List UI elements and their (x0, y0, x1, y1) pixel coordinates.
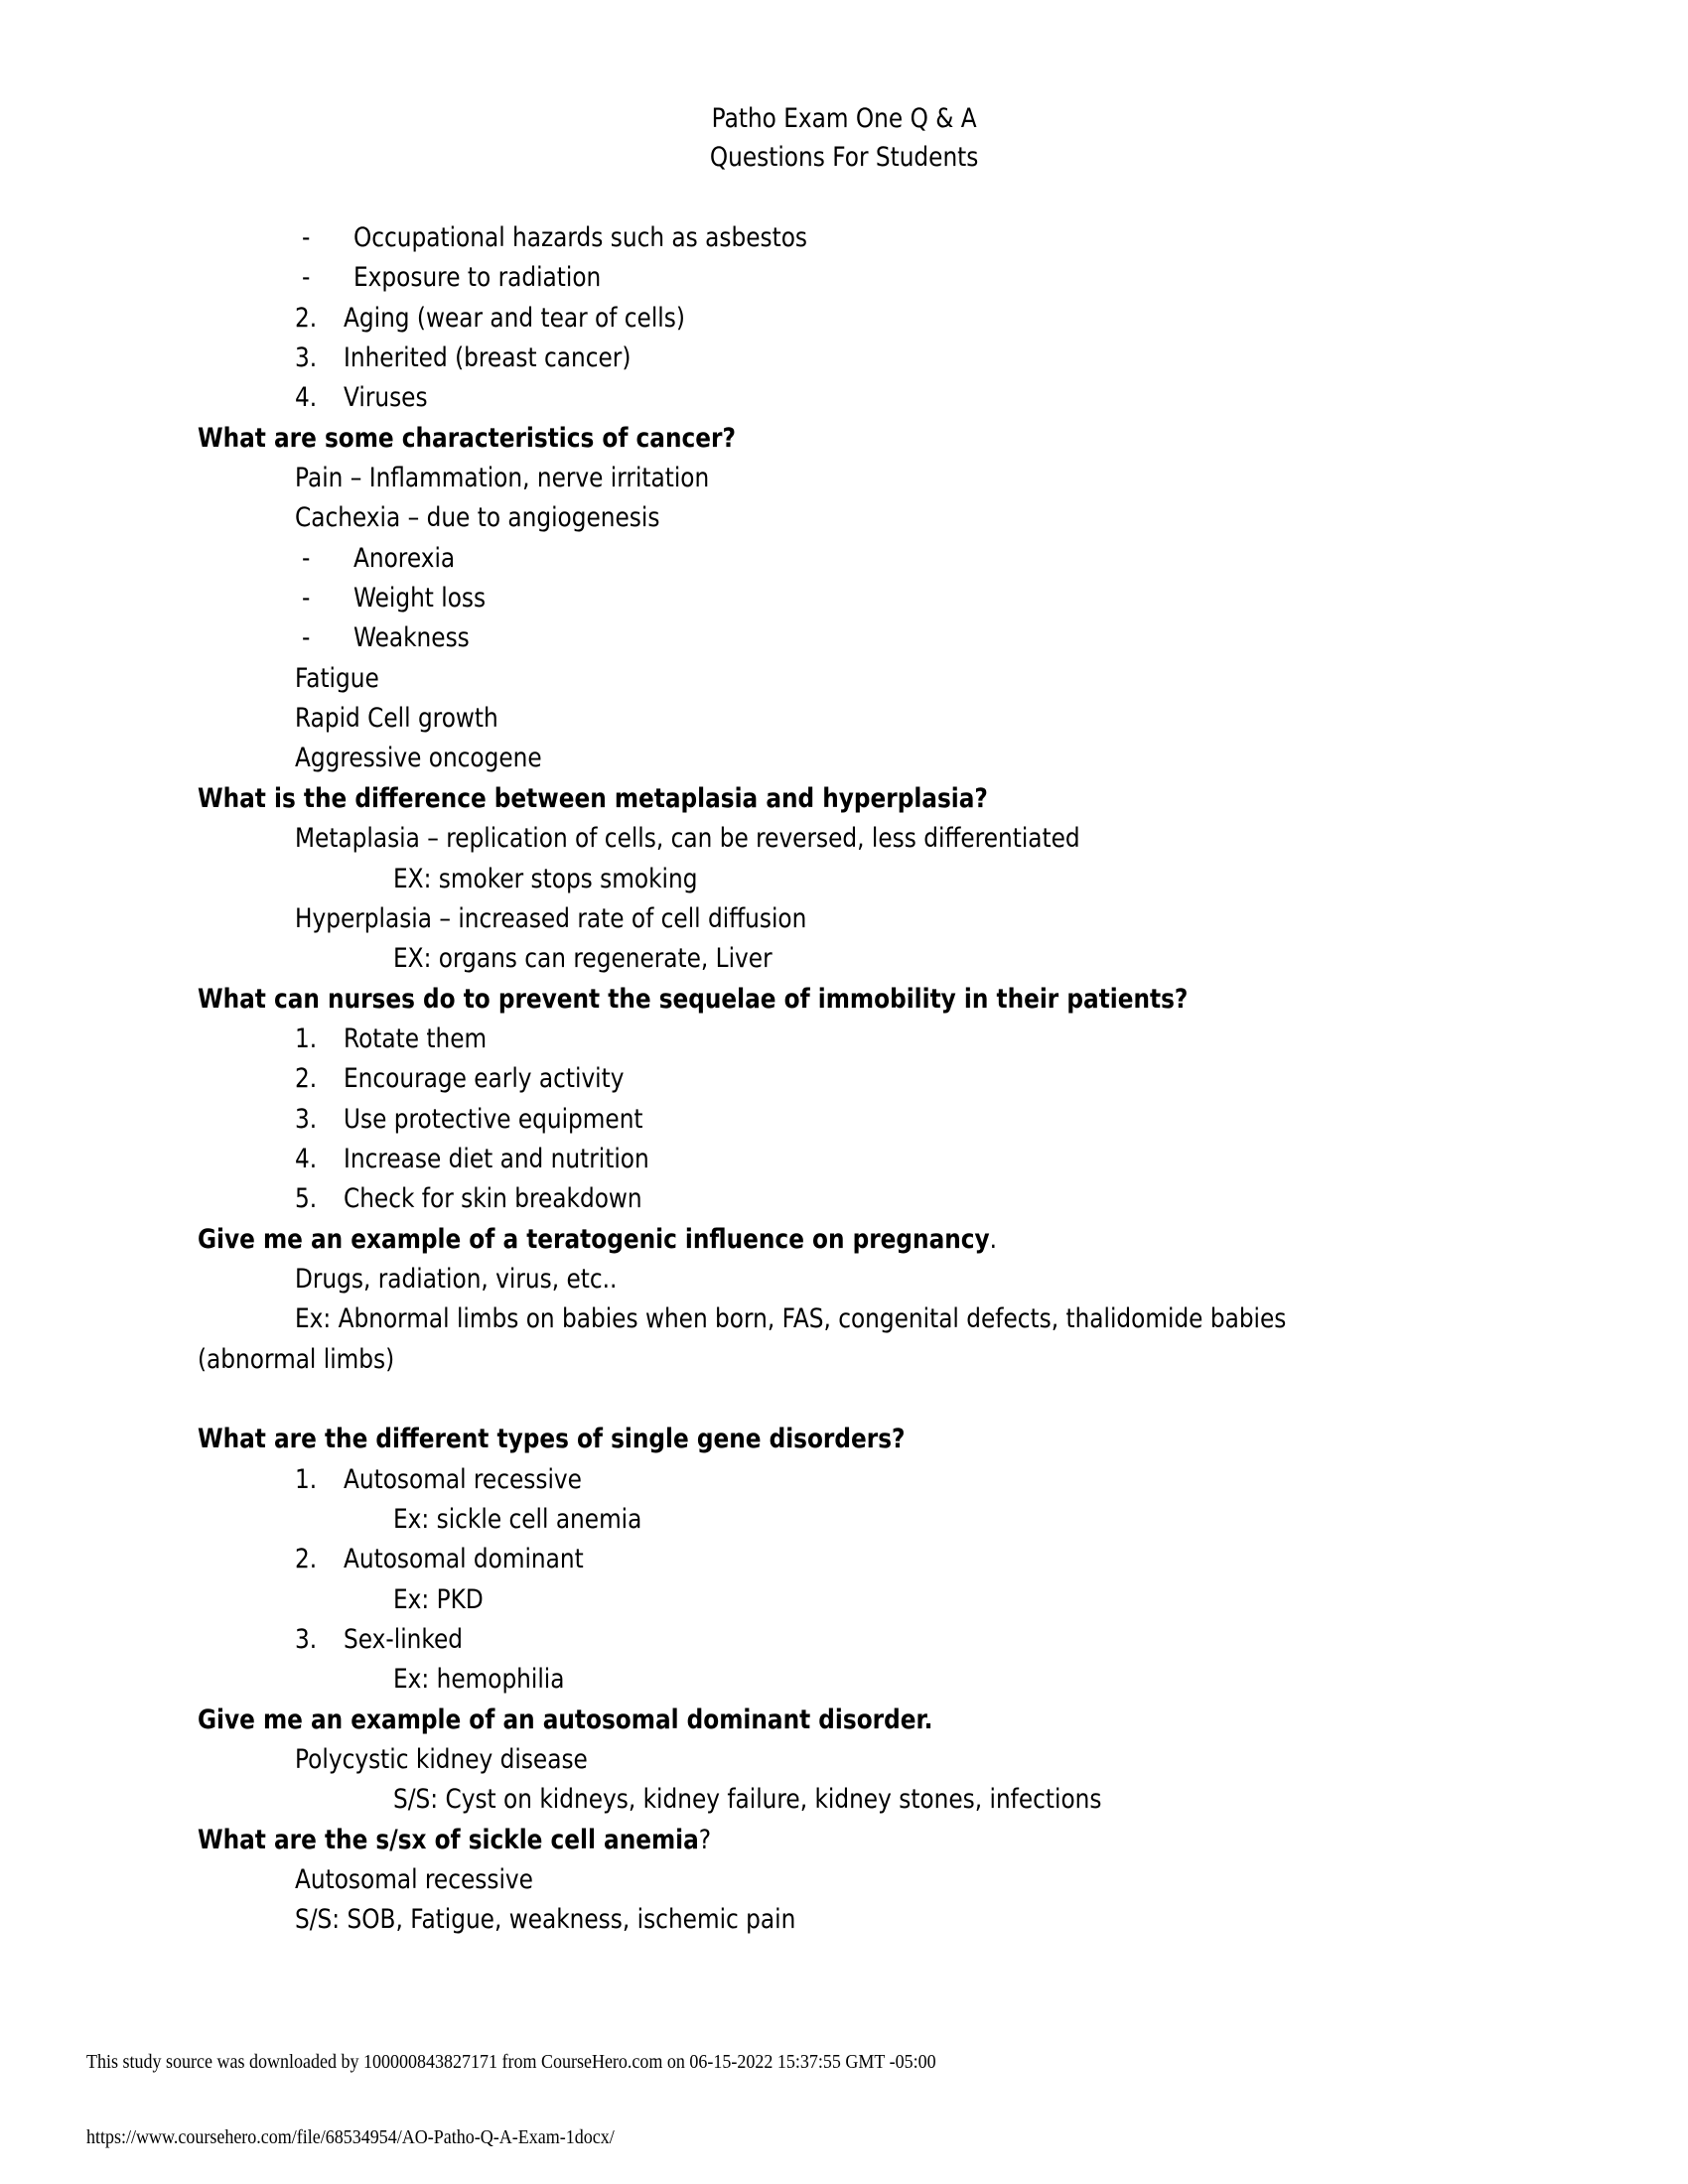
answer-line (0, 1460, 1688, 1500)
answer-line (0, 378, 1688, 418)
bold-text: What are the different types of single gene disorders? (198, 1424, 906, 1455)
answer-line (0, 498, 1688, 538)
text: Check for skin breakdown (344, 1183, 642, 1215)
line-text (344, 1620, 463, 1660)
line-text (198, 1701, 932, 1740)
answer-line (0, 1660, 1688, 1700)
text: Ex: sickle cell anemia (393, 1504, 642, 1535)
list-number: 5. (295, 1183, 318, 1215)
answer-line (0, 739, 1688, 778)
list-number: 2. (295, 1063, 318, 1095)
line-text (295, 1260, 617, 1299)
answer-line (0, 618, 1688, 658)
line-text (198, 1340, 394, 1380)
text: Use protective equipment (344, 1103, 643, 1135)
text: EX: organs can regenerate, Liver (393, 943, 773, 975)
line-text (344, 1460, 582, 1500)
answer-line (0, 579, 1688, 618)
answer-line (0, 1500, 1688, 1540)
document-subtitle: Questions For Students (709, 142, 979, 173)
line-text (344, 1179, 642, 1219)
line-text (295, 899, 806, 939)
text: Anorexia (353, 542, 456, 574)
line-text (393, 939, 773, 979)
line-text (198, 1420, 905, 1459)
bold-text: What can nurses do to prevent the sequelae of immobility in their patients? (198, 983, 1189, 1015)
line-text (344, 1540, 584, 1579)
answer-line (0, 1540, 1688, 1579)
text: Ex: Abnormal limbs on babies when born, FAS, congenital defects, thalidomide babies (295, 1303, 1287, 1335)
line-text (295, 699, 498, 739)
text: Polycystic kidney disease (295, 1744, 588, 1776)
line-text (344, 1020, 487, 1059)
answer-line (0, 1179, 1688, 1219)
text: Autosomal recessive (344, 1463, 582, 1495)
answer-line (0, 659, 1688, 699)
answer-line (0, 218, 1688, 258)
answer-line (0, 1900, 1688, 1940)
bullet-dash: - (302, 542, 311, 574)
bullet-dash: - (302, 622, 311, 654)
text: Hyperplasia – increased rate of cell diffusion (295, 902, 807, 934)
bold-text: What are some characteristics of cancer? (198, 422, 736, 454)
answer-line (0, 1059, 1688, 1099)
line-text (295, 739, 542, 778)
blank-line (0, 1380, 1688, 1420)
text: S/S: Cyst on kidneys, kidney failure, kidney stones, infections (393, 1784, 1102, 1816)
answer-line (0, 1020, 1688, 1059)
list-number: 1. (295, 1463, 318, 1495)
question-heading (0, 419, 1688, 459)
answer-line (0, 539, 1688, 579)
text: Weight loss (353, 583, 487, 614)
download-note: This study source was downloaded by 100000843827171 from CourseHero.com on 06-15-2022 15:37:55 GMT -05:00 (86, 2051, 936, 2073)
list-number: 3. (295, 1624, 318, 1656)
answer-line (0, 1260, 1688, 1299)
line-text (295, 498, 659, 538)
text: Weakness (353, 622, 470, 654)
line-text (295, 819, 1080, 859)
line-text (353, 218, 807, 258)
text: Metaplasia – replication of cells, can be reversed, less differentiated (295, 823, 1080, 855)
answer-line (0, 899, 1688, 939)
line-text (295, 659, 379, 699)
list-number: 2. (295, 302, 318, 334)
text: Autosomal dominant (344, 1544, 584, 1575)
line-text (295, 1740, 588, 1780)
list-number: 4. (295, 1143, 318, 1174)
answer-line (0, 1740, 1688, 1780)
answer-line (0, 1299, 1688, 1339)
line-text (344, 1140, 649, 1179)
text: S/S: SOB, Fatigue, weakness, ischemic pain (295, 1904, 796, 1936)
list-number: 4. (295, 382, 318, 414)
text: Ex: hemophilia (393, 1664, 565, 1696)
bold-text: Give me an example of a teratogenic influence on pregnancy (198, 1223, 990, 1255)
line-text (295, 459, 709, 498)
line-text (393, 1580, 484, 1620)
text: Increase diet and nutrition (344, 1143, 649, 1174)
question-heading (0, 1701, 1688, 1740)
list-number: 2. (295, 1544, 318, 1575)
line-text (198, 980, 1188, 1020)
answer-line (0, 1860, 1688, 1900)
text: Drugs, radiation, virus, etc.. (295, 1263, 618, 1295)
line-text (295, 1860, 533, 1900)
answer-line (0, 860, 1688, 899)
list-number: 3. (295, 342, 318, 374)
document-body (0, 218, 1688, 1941)
bullet-dash: - (302, 583, 311, 614)
line-text (198, 419, 736, 459)
bold-text: What are the s/sx of sickle cell anemia (198, 1824, 699, 1855)
line-text (393, 1500, 641, 1540)
text: Encourage early activity (344, 1063, 625, 1095)
answer-line (0, 1780, 1688, 1820)
text: Autosomal recessive (295, 1864, 533, 1896)
line-text (393, 1660, 564, 1700)
question-heading (0, 779, 1688, 819)
question-heading (0, 980, 1688, 1020)
line-text (344, 378, 428, 418)
answer-line (0, 1620, 1688, 1660)
line-text (344, 299, 685, 339)
answer-line (0, 1100, 1688, 1140)
text: Aging (wear and tear of cells) (344, 302, 685, 334)
list-number: 3. (295, 1103, 318, 1135)
text: (abnormal limbs) (198, 1343, 395, 1375)
text: Cachexia – due to angiogenesis (295, 502, 660, 534)
line-text (393, 860, 697, 899)
answer-line (0, 1140, 1688, 1179)
line-text (198, 1821, 711, 1860)
line-text (393, 1780, 1101, 1820)
answer-line (0, 1340, 1688, 1380)
line-text (344, 1100, 643, 1140)
text: Rotate them (344, 1023, 488, 1054)
text: EX: smoker stops smoking (393, 863, 698, 894)
text: Inherited (breast cancer) (344, 342, 632, 374)
text: Exposure to radiation (353, 262, 602, 294)
line-text (344, 1059, 624, 1099)
text: Pain – Inflammation, nerve irritation (295, 463, 710, 494)
answer-line (0, 699, 1688, 739)
line-text (198, 779, 988, 819)
line-text (353, 579, 486, 618)
text: . (989, 1223, 998, 1255)
answer-line (0, 939, 1688, 979)
bold-text: Give me an example of an autosomal dominant disorder. (198, 1704, 933, 1735)
text: ? (698, 1824, 712, 1855)
line-text (295, 1900, 795, 1940)
answer-line (0, 299, 1688, 339)
document-title: Patho Exam One Q & A (711, 103, 977, 134)
question-heading (0, 1220, 1688, 1260)
answer-line (0, 459, 1688, 498)
text: Aggressive oncogene (295, 743, 542, 774)
text: Fatigue (295, 662, 379, 694)
line-text (198, 1220, 997, 1260)
text: Viruses (344, 382, 428, 414)
text: Sex-linked (344, 1624, 464, 1656)
question-heading (0, 1821, 1688, 1860)
answer-line (0, 1580, 1688, 1620)
list-number: 1. (295, 1023, 318, 1054)
text: Ex: PKD (393, 1583, 484, 1615)
bullet-dash: - (302, 222, 311, 253)
question-heading (0, 1420, 1688, 1459)
line-text (353, 258, 601, 298)
source-url[interactable]: https://www.coursehero.com/file/68534954/AO-Patho-Q-A-Exam-1docx/ (86, 2126, 615, 2148)
line-text (353, 618, 470, 658)
text: Rapid Cell growth (295, 703, 498, 735)
answer-line (0, 339, 1688, 378)
answer-line (0, 258, 1688, 298)
text: Occupational hazards such as asbestos (353, 222, 808, 253)
bullet-dash: - (302, 262, 311, 294)
line-text (353, 539, 455, 579)
bold-text: What is the difference between metaplasia and hyperplasia? (198, 782, 988, 814)
answer-line (0, 819, 1688, 859)
line-text (295, 1299, 1286, 1339)
line-text (344, 339, 631, 378)
